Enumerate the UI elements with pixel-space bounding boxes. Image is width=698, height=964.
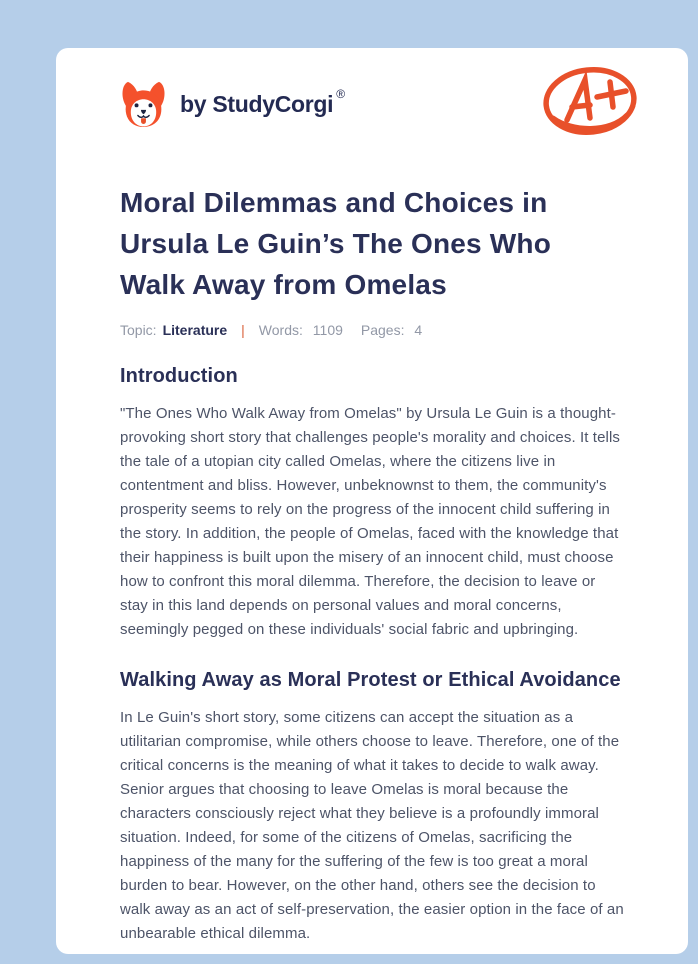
article-meta [120, 322, 624, 338]
logo-wordmark [180, 86, 345, 118]
words-count [259, 322, 343, 338]
section-heading-introduction: Introduction [120, 365, 238, 387]
logo-text: by StudyCorgi [180, 90, 334, 117]
pages-value: 4 [414, 322, 423, 338]
page-title: Moral Dilemmas and Choices in Ursula Le Guin’s The Ones Who Walk Away from Omelas [120, 187, 552, 300]
pages-count [361, 322, 422, 338]
topic-label: Topic: [120, 322, 157, 338]
words-value: 1109 [312, 322, 343, 338]
section-paragraph: In Le Guin's short story, some citizens can accept the situation as a utilitarian compromise, while others choose to leave. Therefore, one of the critical concerns is the meaning of what it takes to decide to walk away. Senior argues that choosing to leave Omelas is moral because the characters consciously reject what they believe is a profoundly immoral situation. Indeed, for some of the citizens of Omelas, sacrificing the happiness of the many for the suffering of the few is too great a moral burden to bear. However, on the other hand, others see the decision to walk away as an act of self-preservation, the easier option in the face of an unbearable ethical dilemma. [120, 709, 624, 942]
header [120, 78, 624, 130]
words-label: Words: [258, 322, 303, 338]
essay-card [56, 48, 688, 954]
a-plus-grade-icon [540, 62, 640, 140]
pages-label: Pages: [360, 322, 405, 338]
topic-link[interactable]: Literature [162, 322, 228, 338]
meta-separator: | [241, 322, 245, 338]
registered-trademark: ® [336, 86, 345, 101]
section-heading-walking-away: Walking Away as Moral Protest or Ethical Avoidance [120, 669, 621, 691]
corgi-logo-icon [120, 79, 167, 129]
section-paragraph: "The Ones Who Walk Away from Omelas" by Ursula Le Guin is a thought-provoking short story that challenges people's morality and choices. It tells the tale of a utopian city called Omelas, where the citizens live in contentment and bliss. However, unbeknownst to them, the community's prosperity seems to rely on the progress of the innocent child suffering in the story. In addition, the people of Omelas, faced with the knowledge that their happiness is built upon the misery of an innocent child, must choose how to confront this moral dilemma. Therefore, the decision to leave or stay in this land depends on personal values and moral concerns, seemingly pegged on these individuals' social fabric and upbringing. [120, 405, 620, 638]
